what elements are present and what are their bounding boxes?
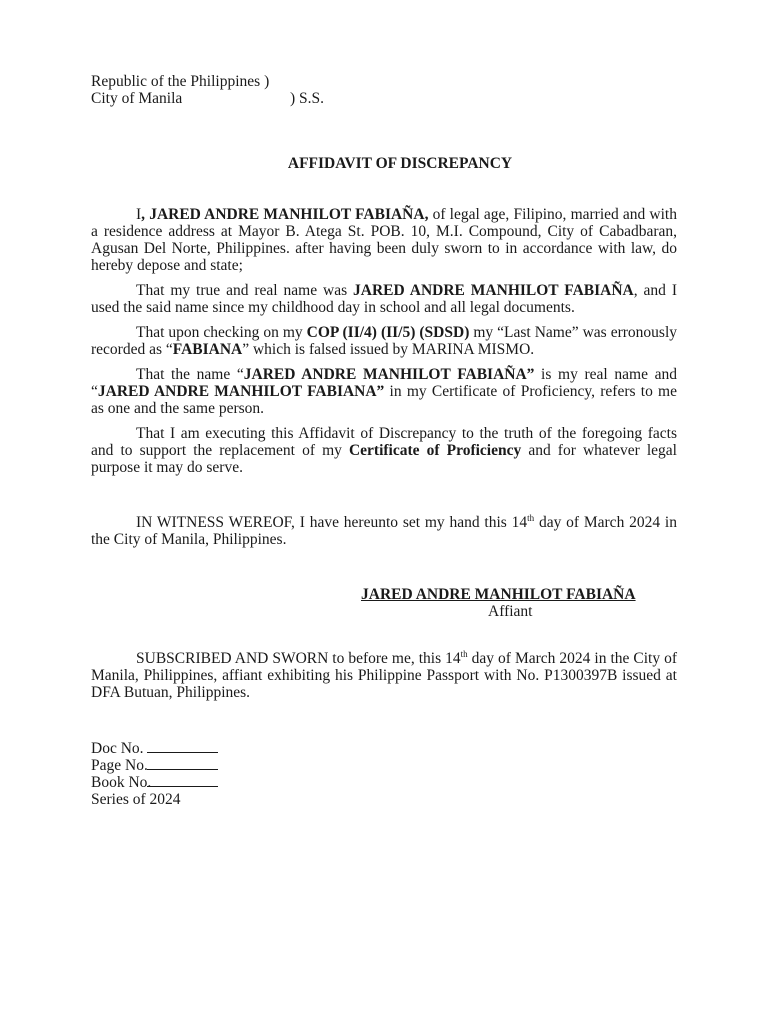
jurat-block <box>91 650 677 709</box>
paragraph-same-person <box>91 366 677 417</box>
doc-no-label: Doc No. <box>91 740 144 757</box>
signature-role: Affiant <box>488 603 533 620</box>
affiant-name-intro: , JARED ANDRE MANHILOT FABIAÑA, <box>141 206 429 223</box>
venue-ss: ) S.S. <box>290 90 325 107</box>
erroneous-name: FABIANA <box>172 341 243 358</box>
page-no-blank <box>147 757 218 770</box>
cop-text-b: my “Last Name” was erronously recorded as “ <box>91 324 678 358</box>
jurat-day-suffix: th <box>460 649 468 659</box>
paragraph-purpose <box>91 425 677 476</box>
true-name-text-a: That my true and real name was <box>136 282 354 299</box>
notarial-register <box>91 740 218 808</box>
purpose-text-a: That I am executing this Affidavit of Discrepancy to the truth of the foregoing facts and to support the replacement of my <box>91 425 677 459</box>
signature-name: JARED ANDRE MANHILOT FABIAÑA <box>361 586 636 603</box>
paragraph-intro <box>91 206 677 274</box>
jurat-text-b: day of March 2024 in the City of Manila, Philippines, affiant exhibiting his Philippine Passport with No. P1300397B issued at DFA Butuan, Philippines. <box>91 650 677 701</box>
doc-no-line <box>91 740 218 757</box>
venue-line-city <box>91 90 325 107</box>
paragraph-jurat <box>91 650 677 701</box>
book-no-label: Book No. <box>91 774 152 791</box>
venue-city: City of Manila <box>91 90 183 107</box>
paragraph-cop <box>91 324 677 358</box>
affidavit-body <box>91 206 677 484</box>
intro-text: of legal age, Filipino, married and with a residence address at Mayor B. Atega St. POB. 10, M.I. Compound, City of Cabadbaran, Agusan Del Norte, Philippines. after having been duly sworn to in accordance with law, do hereby depose and state; <box>91 206 677 274</box>
certificate-of-proficiency: Certificate of Proficiency <box>348 442 522 459</box>
book-no-blank <box>147 774 218 787</box>
series-line: Series of 2024 <box>91 791 181 808</box>
same-person-text-b: is my real name and “ <box>91 366 677 400</box>
cop-reference: COP (II/4) (II/5) (SDSD) <box>306 324 470 341</box>
page-no-label: Page No. <box>91 757 148 774</box>
same-person-text-c: in my Certificate of Proficiency, refers to me as one and the same person. <box>91 383 677 417</box>
purpose-text-b: and for whatever legal purpose it may do serve. <box>91 442 677 476</box>
witness-text-a: IN WITNESS WEREOF, I have hereunto set my hand this 14 <box>136 514 528 531</box>
venue-block <box>91 73 325 107</box>
real-name: JARED ANDRE MANHILOT FABIAÑA” <box>243 366 535 383</box>
paragraph-true-name <box>91 282 677 316</box>
book-no-line <box>91 774 218 791</box>
venue-line-republic: Republic of the Philippines ) <box>91 73 270 90</box>
true-name-text-b: , and I used the said name since my childhood day in school and all legal documents. <box>91 282 678 316</box>
certificate-name: JARED ANDRE MANHILOT FABIANA” <box>97 383 385 400</box>
same-person-text-a: That the name “ <box>136 366 244 383</box>
intro-lead: I <box>136 206 142 223</box>
witness-day-suffix: th <box>527 513 535 523</box>
cop-text-a: That upon checking on my <box>136 324 307 341</box>
doc-no-blank <box>147 740 218 753</box>
witness-block <box>91 514 677 556</box>
cop-text-c: ” which is falsed issued by MARINA MISMO. <box>242 341 535 358</box>
jurat-text-a: SUBSCRIBED AND SWORN to before me, this 14 <box>136 650 461 667</box>
witness-text-b: day of March 2024 in the City of Manila, Philippines. <box>91 514 677 548</box>
true-name: JARED ANDRE MANHILOT FABIAÑA <box>353 282 634 299</box>
page-no-line <box>91 757 218 774</box>
document-title: AFFIDAVIT OF DISCREPANCY <box>287 155 513 172</box>
paragraph-witness <box>91 514 677 548</box>
